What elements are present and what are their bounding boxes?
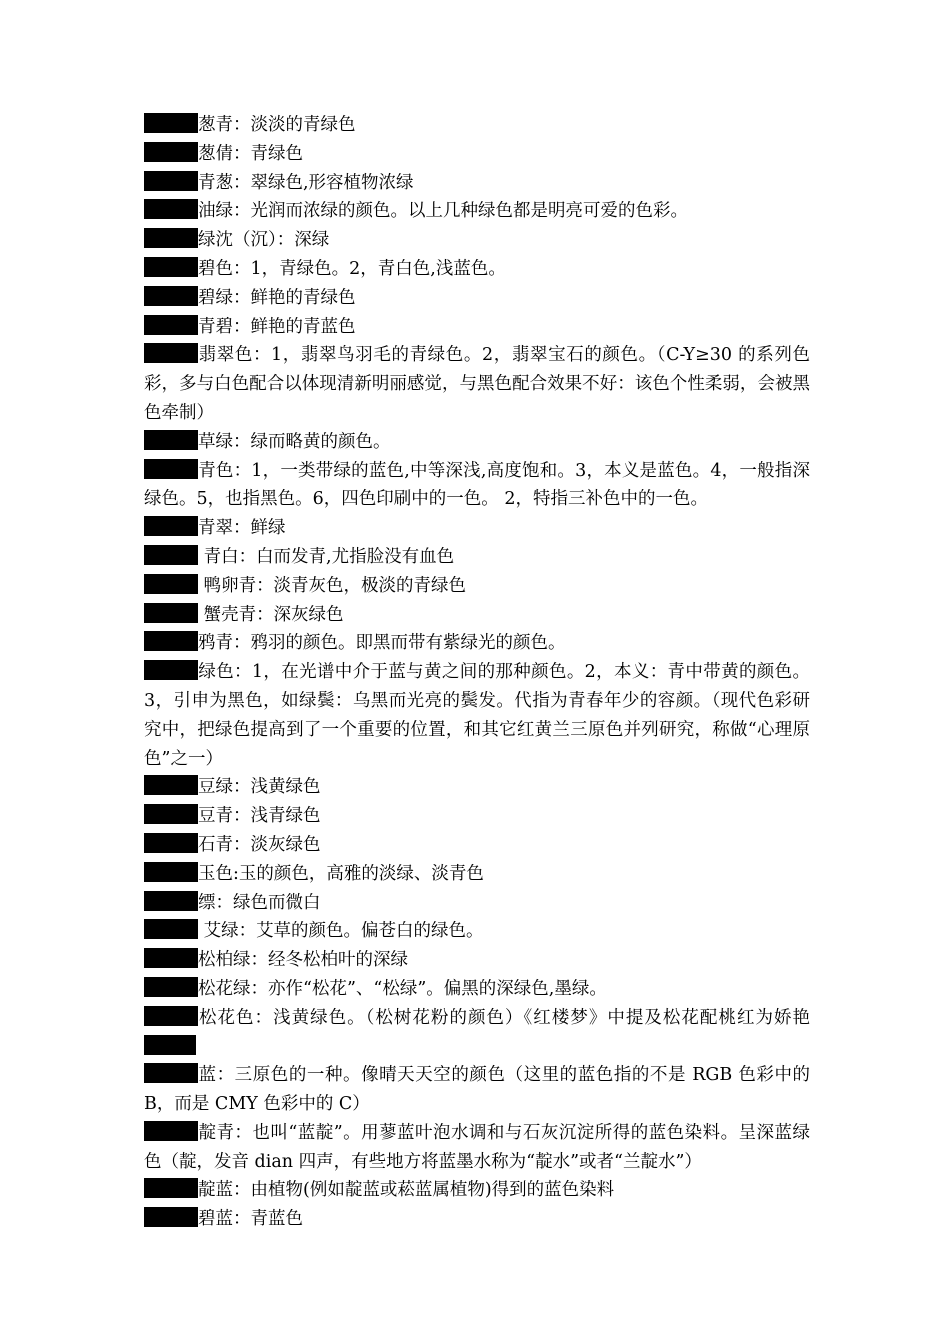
redaction-bar	[144, 833, 198, 853]
color-entry	[144, 543, 810, 572]
color-entry	[144, 1119, 810, 1177]
redaction-bar	[144, 1178, 198, 1198]
color-entry	[144, 1061, 810, 1119]
color-entry	[144, 658, 810, 773]
redaction-bar	[144, 343, 198, 363]
entry-text: 鸭卵青：淡青灰色，极淡的青绿色	[198, 575, 467, 596]
color-entry	[144, 197, 810, 226]
color-entry	[144, 255, 810, 284]
redaction-bar	[144, 430, 198, 450]
redaction-bar	[144, 862, 198, 882]
entry-text: 青翠：鲜绿	[198, 518, 286, 539]
redaction-bar	[144, 171, 198, 191]
redaction-bar	[144, 1063, 198, 1083]
entry-text: 葱倩：青绿色	[198, 143, 303, 164]
entry-text: 绿沈（沉）：深绿	[198, 230, 330, 251]
redaction-bar	[144, 1035, 196, 1055]
entry-text: 松花绿：亦作“松花”、“松绿”。偏黑的深绿色,墨绿。	[198, 978, 607, 999]
color-entry	[144, 601, 810, 630]
entry-text: 艾绿：艾草的颜色。偏苍白的绿色。	[198, 921, 484, 942]
redaction-bar	[144, 775, 198, 795]
color-entry	[144, 514, 810, 543]
color-entry	[144, 341, 810, 427]
redaction-bar	[144, 257, 198, 277]
entry-text: 鸦青：鸦羽的颜色。即黑而带有紫绿光的颜色。	[198, 633, 566, 654]
entry-text: 松柏绿：经冬松柏叶的深绿	[198, 950, 408, 971]
color-entry	[144, 773, 810, 802]
entry-text: 油绿：光润而浓绿的颜色。以上几种绿色都是明亮可爱的色彩。	[198, 201, 688, 222]
redaction-bar	[144, 459, 198, 479]
entry-text: 碧色：1，青绿色。2，青白色,浅蓝色。	[198, 258, 506, 279]
entry-text: 蓝：三原色的一种。像晴天天空的颜色（这里的蓝色指的不是 RGB 色彩中的 B，而是 CMY 色彩中的 C）	[144, 1065, 810, 1115]
document-page	[144, 111, 810, 1234]
color-entry	[144, 226, 810, 255]
color-entry	[144, 1004, 810, 1062]
entry-text: 豆青：浅青绿色	[198, 806, 321, 827]
color-entry	[144, 572, 810, 601]
entry-text: 石青：淡灰绿色	[198, 834, 321, 855]
redaction-bar	[144, 1207, 198, 1227]
color-entry	[144, 629, 810, 658]
redaction-bar	[144, 228, 198, 248]
color-entry	[144, 428, 810, 457]
redaction-bar	[144, 286, 198, 306]
color-entry	[144, 457, 810, 515]
redaction-bar	[144, 631, 198, 651]
entry-text: 碧绿：鲜艳的青绿色	[198, 287, 356, 308]
redaction-bar	[144, 199, 198, 219]
entry-text: 草绿：绿而略黄的颜色。	[198, 431, 391, 452]
color-entry	[144, 860, 810, 889]
color-entry	[144, 169, 810, 198]
entry-text: 绿色：1，在光谱中介于蓝与黄之间的那种颜色。2，本义：青中带黄的颜色。3，引申为黑色，如绿鬓：乌黑而光亮的鬓发。代指为青春年少的容颜。（现代色彩研究中，把绿色提高到了一个重要的位置，和其它红黄兰三原色并列研究，称做“心理原色”之一）	[144, 662, 810, 769]
color-entry	[144, 831, 810, 860]
color-entry	[144, 1176, 810, 1205]
entry-text: 青色：1，一类带绿的蓝色,中等深浅,高度饱和。3，本义是蓝色。4，一般指深绿色。5，也指黑色。6，四色印刷中的一色。 2，特指三补色中的一色。	[144, 460, 810, 510]
redaction-bar	[144, 804, 198, 824]
color-entry	[144, 975, 810, 1004]
redaction-bar	[144, 545, 198, 565]
color-entry	[144, 313, 810, 342]
redaction-bar	[144, 113, 198, 133]
color-entry	[144, 284, 810, 313]
entry-text: 青白：白而发青,尤指脸没有血色	[198, 546, 455, 567]
redaction-bar	[144, 919, 198, 939]
redaction-bar	[144, 516, 198, 536]
entry-text: 豆绿：浅黄绿色	[198, 777, 321, 798]
color-entry	[144, 111, 810, 140]
redaction-bar	[144, 660, 198, 680]
redaction-bar	[144, 315, 198, 335]
color-entry	[144, 917, 810, 946]
entry-text: 靛蓝：由植物(例如靛蓝或菘蓝属植物)得到的蓝色染料	[198, 1180, 615, 1201]
color-entry	[144, 140, 810, 169]
entry-text: 翡翠色：1，翡翠鸟羽毛的青绿色。2，翡翠宝石的颜色。（C-Y≥30 的系列色彩，多与白色配合以体现清新明丽感觉，与黑色配合效果不好：该色个性柔弱，会被黑色牵制）	[144, 345, 810, 423]
redaction-bar	[144, 891, 198, 911]
redaction-bar	[144, 142, 198, 162]
entry-text: 靛青：也叫“蓝靛”。用蓼蓝叶泡水调和与石灰沉淀所得的蓝色染料。呈深蓝绿色（靛，发音 dian 四声，有些地方将蓝墨水称为“靛水”或者“兰靛水”）	[144, 1122, 810, 1172]
entry-text: 碧蓝：青蓝色	[198, 1209, 303, 1230]
color-entry	[144, 946, 810, 975]
redaction-bar	[144, 574, 198, 594]
entry-text: 松花色：浅黄绿色。（松树花粉的颜色）《红楼梦》中提及松花配桃红为娇艳	[198, 1007, 810, 1028]
redaction-bar	[144, 948, 198, 968]
entry-text: 缥：绿色而微白	[198, 892, 321, 913]
entry-text: 玉色:玉的颜色，高雅的淡绿、淡青色	[198, 863, 484, 884]
redaction-bar	[144, 977, 198, 997]
color-entry	[144, 1205, 810, 1234]
redaction-bar	[144, 1121, 198, 1141]
entry-text: 青碧：鲜艳的青蓝色	[198, 316, 356, 337]
entry-text: 葱青：淡淡的青绿色	[198, 115, 356, 135]
color-entry	[144, 889, 810, 918]
color-entry	[144, 802, 810, 831]
redaction-bar	[144, 1006, 198, 1026]
entry-text: 蟹壳青：深灰绿色	[198, 604, 344, 625]
entry-text: 青葱：翠绿色,形容植物浓绿	[198, 172, 414, 193]
redaction-bar	[144, 603, 198, 623]
